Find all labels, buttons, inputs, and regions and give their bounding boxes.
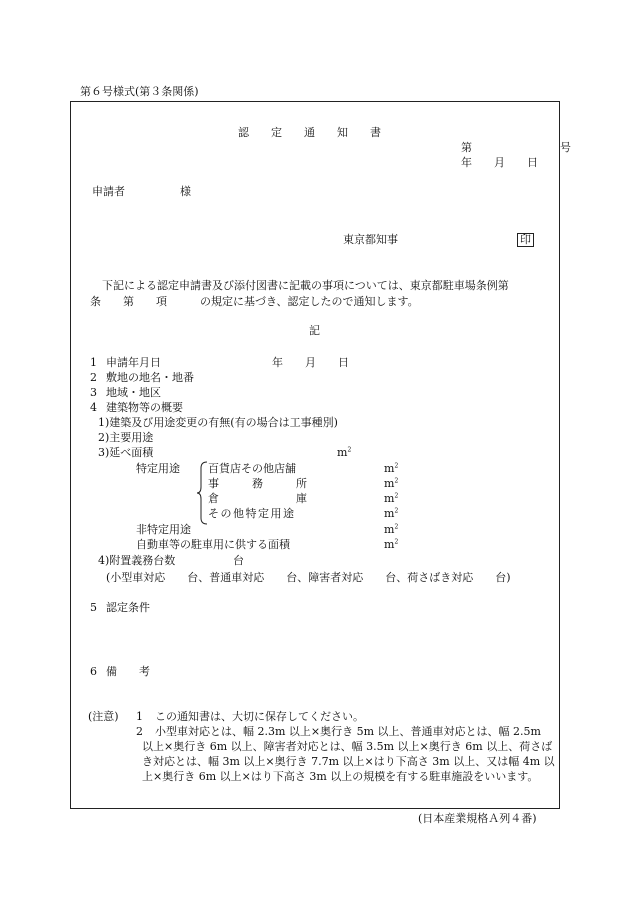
item-1-label: 申請年月日 [106,356,161,369]
document-date: 年 月 日 [461,156,538,169]
unit-warehouse: $m^2$ [384,492,399,505]
unit-dai: 台 [233,554,244,567]
unit-office: $m^2$ [384,477,399,490]
footer-standard: (日本産業規格Ａ列４番) [418,812,537,825]
issuer: 東京都知事 [343,233,398,246]
document-number: 第 号 [461,141,571,154]
sub-1: 1)建築及び用途変更の有無(有の場合は工事種別) [98,416,338,429]
item-1-number: 1 [90,356,97,369]
parking-area: 自動車等の駐車用に供する面積 [136,538,290,551]
note-2-number: 2 [136,725,143,738]
use-other-specific: その他特定用途 [208,507,296,520]
sub-2: 2)主要用途 [98,431,154,444]
form-number: 第６号様式(第３条関係) [80,85,199,98]
item-3-number: 3 [90,386,97,399]
note-2-line-2: 以上×奥行き 6m 以上、障害者対応とは、幅 3.5m 以上×奥行き 6m 以上、荷さば [142,740,553,753]
applicant: 申請者 様 [92,185,191,198]
item-2-label: 敷地の地名・地番 [106,371,194,384]
breakdown: (小型車対応 台、普通車対応 台、障害者対応 台、荷さばき対応 台) [106,571,511,584]
unit-non-specific: $m^2$ [384,523,399,536]
item-6-number: 6 [90,665,97,678]
item-4-number: 4 [90,401,97,414]
item-5-label: 認定条件 [106,601,150,614]
unit-other-specific: $m^2$ [384,507,399,520]
body-line-1: 下記による認定申請書及び添付図書に記載の事項については、東京都駐車場条例第 [102,279,509,292]
note-1-number: 1 [136,710,143,723]
seal-mark: 印 [517,233,534,247]
document-title: 認 定 通 知 書 [238,126,381,139]
unit-total-area: $m^2$ [337,446,352,459]
use-warehouse: 倉 庫 [208,492,307,505]
item-4-label: 建築物等の概要 [106,401,183,414]
note-2-line-3: き対応とは、幅 3m 以上×奥行き 7.7m 以上×はり下高さ 3m 以上、又は幅 4m 以 [142,755,555,768]
item-2-number: 2 [90,371,97,384]
brace-icon [196,461,208,525]
use-dept-store: 百貨店その他店舗 [208,462,296,475]
note-1-text: この通知書は、大切に保存してください。 [155,710,364,723]
item-6-label: 備 考 [106,665,150,678]
sub-4: 4)附置義務台数 [98,554,176,567]
item-3-label: 地域・地区 [106,386,161,399]
use-office: 事 務 所 [208,477,307,490]
specific-use-label: 特定用途 [136,462,180,475]
ki-heading: 記 [309,324,320,337]
body-line-2: 条 第 項 の規定に基づき、認定したので通知します。 [90,295,419,308]
note-2-line-4: 上×奥行き 6m 以上×はり下高さ 3m 以上の規模を有する駐車施設をいいます。 [142,770,539,783]
unit-dept-store: $m^2$ [384,462,399,475]
item-1-date: 年 月 日 [272,356,349,369]
notes-label: (注意) [88,710,119,723]
unit-parking-area: $m^2$ [384,538,399,551]
item-5-number: 5 [90,601,97,614]
note-2-line-1: 小型車対応とは、幅 2.3m 以上×奥行き 5m 以上、普通車対応とは、幅 2.5m [155,725,541,738]
non-specific-use: 非特定用途 [136,523,191,536]
sub-3: 3)延べ面積 [98,446,154,459]
